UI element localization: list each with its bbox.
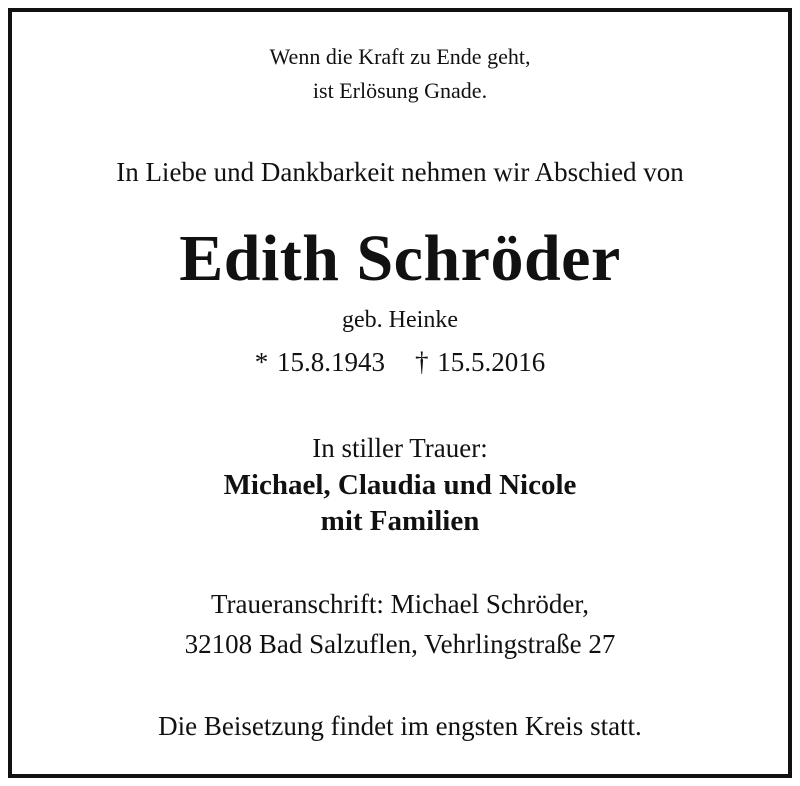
address-line-1: Traueranschrift: Michael Schröder, bbox=[210, 589, 590, 619]
funeral-note: Die Beisetzung findet im engsten Kreis statt. bbox=[158, 711, 642, 741]
birth-name: geb. Heinke bbox=[342, 307, 458, 333]
motto-line-1: Wenn die Kraft zu Ende geht, bbox=[269, 44, 531, 69]
birth-date: * 15.8.1943 bbox=[254, 347, 385, 377]
motto-line-2: ist Erlösung Gnade. bbox=[312, 78, 488, 103]
intro-text: In Liebe und Dankbarkeit nehmen wir Abschied von bbox=[116, 157, 684, 187]
mourners-families: mit Familien bbox=[320, 505, 480, 537]
notice-border bbox=[8, 8, 792, 778]
life-dates bbox=[0, 347, 800, 378]
mourners-names: Michael, Claudia und Nicole bbox=[223, 469, 577, 501]
address-line-2: 32108 Bad Salzuflen, Vehrlingstraße 27 bbox=[184, 629, 616, 659]
death-date: † 15.5.2016 bbox=[415, 347, 546, 377]
deceased-name: Edith Schröder bbox=[179, 222, 621, 295]
mourning-label: In stiller Trauer: bbox=[312, 433, 488, 463]
